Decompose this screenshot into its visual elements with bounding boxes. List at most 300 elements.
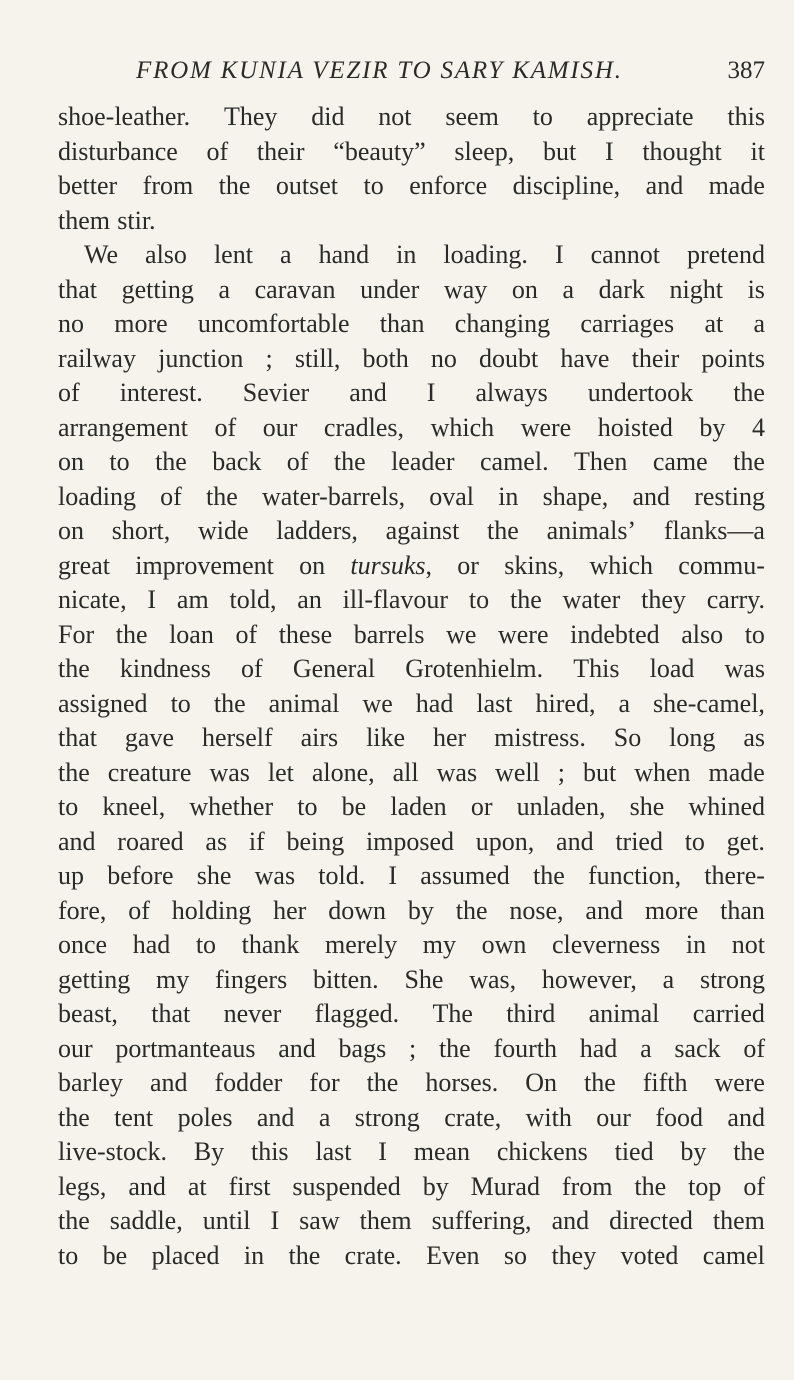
word: their (631, 343, 680, 373)
word: but (583, 757, 617, 787)
word: the (155, 447, 187, 476)
text-line (58, 997, 765, 1032)
word: cannot (590, 240, 660, 269)
word: well (495, 757, 540, 787)
word: a (218, 274, 231, 304)
word: let (267, 757, 294, 787)
word: flanks—a (663, 516, 765, 545)
word: and (556, 826, 594, 856)
word: creature (107, 757, 192, 787)
word: as (205, 826, 228, 856)
word: Sevier (242, 378, 310, 407)
word: than (720, 895, 765, 925)
word: placed (151, 1240, 220, 1270)
word: the (218, 171, 251, 200)
word: flagged. (314, 999, 400, 1028)
word: long (669, 723, 716, 752)
word: hand (318, 240, 370, 269)
word: imposed (365, 826, 455, 856)
word: wide (198, 516, 249, 545)
word: the (58, 1102, 90, 1132)
word: changing (454, 309, 551, 338)
text-line (58, 652, 765, 687)
word: to (744, 619, 765, 649)
word: getting (58, 964, 131, 994)
word: food (655, 1102, 703, 1132)
word: leader (391, 447, 455, 476)
word: an (297, 585, 322, 614)
word: ill-flavour (342, 585, 449, 614)
word-part: skins, (504, 550, 565, 580)
word: both (362, 343, 409, 373)
word: fore, (58, 895, 107, 925)
word: be (102, 1240, 128, 1270)
word: By (193, 1137, 225, 1166)
word (58, 549, 110, 584)
word: thank (241, 930, 300, 959)
word: this (250, 1137, 289, 1166)
text-line (58, 100, 765, 135)
word: of (286, 447, 309, 476)
word: She (404, 964, 444, 994)
word: told, (229, 585, 277, 614)
text-line (58, 480, 765, 515)
word: carried (692, 999, 765, 1028)
word: down (328, 895, 386, 925)
text-line (58, 1135, 765, 1170)
word: animal (588, 999, 660, 1028)
word: until (202, 1206, 251, 1235)
text-line (58, 859, 765, 894)
word: tent (114, 1102, 154, 1132)
word: to (684, 826, 705, 856)
word: I (604, 136, 614, 166)
word: had (415, 688, 454, 718)
text-line (58, 1170, 765, 1205)
body-text (58, 100, 765, 1273)
word: she (196, 861, 232, 890)
word-part: , (425, 550, 433, 580)
word: enforce (409, 171, 488, 200)
word: my (422, 930, 457, 959)
word-part: commu- (678, 550, 765, 580)
word: portmanteaus (115, 1033, 256, 1063)
running-head (58, 54, 765, 88)
word-part: which (589, 550, 654, 580)
word: arrangement (58, 412, 188, 442)
word: them (58, 205, 110, 235)
word: was (254, 861, 296, 890)
word: discipline, (512, 171, 621, 200)
word: They (223, 102, 278, 131)
word: of (128, 895, 150, 925)
word: live-stock. (58, 1137, 168, 1166)
word: to (468, 585, 490, 614)
word: had (132, 930, 171, 959)
word: appreciate (586, 102, 694, 131)
text-line (58, 1239, 765, 1274)
word: also (145, 240, 187, 269)
word: crate. (344, 1240, 402, 1270)
word: Murad (470, 1171, 540, 1201)
word: the (455, 895, 488, 925)
word: last (476, 688, 513, 718)
word: not (731, 930, 765, 959)
word: camel (702, 1240, 765, 1270)
text-line (58, 618, 765, 653)
text-line (58, 342, 765, 377)
word: points (701, 343, 765, 373)
word: legs, (58, 1171, 107, 1201)
word: get. (726, 826, 765, 856)
word: whether (189, 792, 274, 821)
word: pretend (686, 240, 765, 269)
word: a (662, 964, 675, 994)
word: fifth (642, 1068, 688, 1097)
word: short, (111, 516, 171, 545)
word: “beauty” (333, 136, 426, 166)
word: ladders, (276, 516, 358, 545)
word: on (58, 516, 84, 545)
word: in (498, 481, 519, 511)
word: is (747, 274, 765, 304)
word: chickens (496, 1137, 588, 1166)
word: disturbance (58, 136, 178, 166)
word: the (533, 861, 565, 890)
word: and (58, 826, 96, 856)
word: the (733, 447, 765, 476)
word: by (699, 412, 726, 442)
word: not (378, 102, 412, 131)
word: had (579, 1033, 618, 1063)
word: outset (275, 171, 339, 200)
word: alone, (311, 757, 375, 787)
word: to (532, 102, 553, 131)
word: told. (318, 861, 366, 890)
word: at (187, 1171, 207, 1201)
word: and (645, 171, 684, 200)
word: thought (642, 136, 722, 166)
word: poles (177, 1102, 233, 1132)
word: our (262, 412, 298, 442)
word: be (341, 792, 367, 821)
word: For (58, 619, 95, 649)
word: also (681, 619, 724, 649)
word-part: improvement (135, 550, 274, 580)
word: Grotenhielm. (405, 654, 544, 683)
word: way (443, 274, 488, 304)
word: to (195, 930, 217, 959)
page-number: 387 (727, 57, 765, 84)
word: against (385, 516, 460, 545)
word: of (58, 378, 80, 407)
word: am (176, 585, 209, 614)
word: tried (615, 826, 663, 856)
word: suspended (292, 1171, 401, 1201)
text-line (58, 825, 765, 860)
word: they (551, 1240, 597, 1270)
word (299, 549, 325, 584)
word: were (714, 1068, 765, 1097)
word: So (613, 723, 642, 752)
word: and (349, 378, 387, 407)
word: we (446, 619, 477, 649)
word: a (753, 309, 765, 338)
word: it (750, 136, 765, 166)
text-line (58, 1101, 765, 1136)
word-part: great (58, 550, 110, 580)
word: always (475, 378, 548, 407)
word: bitten. (312, 964, 379, 994)
word: seem (445, 102, 499, 131)
word: strong (354, 1102, 420, 1132)
word: ; (408, 1033, 417, 1063)
word: we (362, 688, 393, 718)
word: carriages (580, 309, 675, 338)
word: herself (201, 723, 273, 752)
word: however, (541, 964, 637, 994)
word: I (426, 378, 436, 407)
text-line (58, 928, 765, 963)
word: saw (299, 1206, 340, 1235)
word: caravan (254, 274, 336, 304)
word: mistress. (494, 723, 586, 752)
word: were (497, 619, 549, 649)
word: she (629, 792, 665, 821)
word: laden (390, 792, 447, 821)
word: a (618, 688, 631, 718)
word: camel. (480, 447, 549, 476)
text-line (58, 445, 765, 480)
word: the (366, 1068, 399, 1097)
word: fingers (214, 964, 288, 994)
word: our (58, 1033, 93, 1063)
word: came (652, 447, 708, 476)
word: uncomfortable (197, 309, 350, 338)
word: of (214, 412, 237, 442)
word: fodder (214, 1068, 283, 1097)
text-line (58, 583, 765, 618)
word: assigned (58, 688, 148, 718)
word: carry. (706, 585, 765, 614)
word: dark (598, 274, 645, 304)
word: to (58, 1240, 79, 1270)
word: before (107, 861, 174, 890)
word: there- (704, 861, 765, 890)
word: We (84, 240, 118, 269)
word: water-barrels, (261, 481, 406, 511)
word: from (561, 1171, 613, 1201)
word: when (634, 757, 691, 787)
word: at (704, 309, 724, 338)
word: them (359, 1206, 412, 1235)
word: to (363, 171, 384, 200)
word: on (58, 447, 84, 476)
word: and (551, 1206, 590, 1235)
word: their (256, 136, 305, 166)
word: the (634, 1171, 667, 1201)
word: which (430, 412, 495, 442)
word: stir. (117, 205, 156, 235)
word: in (685, 930, 707, 959)
word: from (142, 171, 194, 200)
word: no (430, 343, 457, 373)
word: directed (609, 1206, 693, 1235)
word: to (297, 792, 318, 821)
word: if (248, 826, 265, 856)
word: nicate, (58, 585, 127, 614)
word: made (708, 757, 765, 787)
word: of (743, 1171, 765, 1201)
word: nose, (509, 895, 564, 925)
word: to (170, 688, 191, 718)
word: mean (413, 1137, 471, 1166)
word: of (160, 481, 182, 511)
word: as (743, 723, 765, 752)
word: with (525, 1102, 572, 1132)
text-line (58, 549, 765, 584)
word: oval (429, 481, 475, 511)
word: and (256, 1102, 295, 1132)
text-line (58, 1066, 765, 1101)
word: sleep, (454, 136, 515, 166)
word: the (509, 585, 542, 614)
text-line (58, 204, 765, 239)
word: function, (587, 861, 682, 890)
word: of (235, 619, 258, 649)
word: On (525, 1068, 557, 1097)
text-line (58, 238, 765, 273)
word: was (724, 654, 765, 683)
word: last (315, 1137, 352, 1166)
word: a (562, 274, 575, 304)
word: a (279, 240, 292, 269)
word: like (366, 723, 406, 752)
word: made (708, 171, 765, 200)
text-line (58, 273, 765, 308)
word: still, (294, 343, 341, 373)
word: whined (688, 792, 765, 821)
word: loading (58, 481, 136, 511)
word: this (727, 102, 765, 131)
word: in (396, 240, 417, 269)
word: unladen, (516, 792, 606, 821)
word: merely (325, 930, 398, 959)
word: barley (58, 1068, 123, 1097)
text-line (58, 135, 765, 170)
word: voted (620, 1240, 679, 1270)
text-line (58, 1204, 765, 1239)
word: strong (699, 964, 765, 994)
word: to (58, 792, 79, 821)
word: This (573, 654, 620, 683)
word: kindness (119, 654, 211, 683)
word: crate, (444, 1102, 502, 1132)
word: getting (121, 274, 194, 304)
word: by (680, 1137, 707, 1166)
word: a (318, 1102, 331, 1132)
word: to (109, 447, 130, 476)
word: the (733, 1137, 765, 1166)
word: horses. (425, 1068, 499, 1097)
word: beast, (58, 999, 118, 1028)
word: I (270, 1206, 280, 1235)
word: General (292, 654, 376, 683)
word: her (433, 723, 467, 752)
text-line (58, 894, 765, 929)
word: junction (158, 343, 244, 373)
text-line (58, 514, 765, 549)
word: and (632, 481, 671, 511)
word: up (58, 861, 84, 890)
word-part: on (299, 550, 326, 580)
word-part: or (457, 550, 479, 580)
word: cleverness (552, 930, 661, 959)
word: that (58, 723, 97, 752)
word: than (379, 309, 425, 338)
word: the (115, 619, 148, 649)
word: the (206, 481, 238, 511)
word: shape, (542, 481, 609, 511)
word: by (422, 1171, 449, 1201)
word (135, 549, 274, 584)
word: animals’ (546, 516, 637, 545)
word: our (596, 1102, 631, 1132)
word: undertook (587, 378, 694, 407)
text-line (58, 687, 765, 722)
word: saddle, (109, 1206, 183, 1235)
word: was (436, 757, 478, 787)
word: lent (213, 240, 253, 269)
word: shoe-leather. (58, 102, 191, 131)
text-line (58, 169, 765, 204)
word: or (470, 792, 493, 821)
word: the (288, 1240, 321, 1270)
word: for (309, 1068, 340, 1097)
word: by (407, 895, 434, 925)
text-line (58, 376, 765, 411)
word: hired, (535, 688, 596, 718)
word: being (286, 826, 345, 856)
word: I (554, 240, 564, 269)
word: tied (614, 1137, 654, 1166)
word: were (520, 412, 572, 442)
text-line (58, 963, 765, 998)
text-line (58, 790, 765, 825)
word: fourth (493, 1033, 558, 1063)
word: my (155, 964, 190, 994)
word: I (388, 861, 398, 890)
running-title: FROM KUNIA VEZIR TO SARY KAMISH. (136, 57, 623, 84)
word: third (506, 999, 556, 1028)
word: better (58, 171, 118, 200)
word: Even (426, 1240, 480, 1270)
word: back (212, 447, 262, 476)
word: her (273, 895, 307, 925)
word: load (649, 654, 695, 683)
word (350, 549, 432, 584)
word: kneel, (102, 792, 166, 821)
word: loading. (443, 240, 528, 269)
word: suffering, (431, 1206, 532, 1235)
word: bags (338, 1033, 387, 1063)
word: was, (469, 964, 517, 994)
word: the (487, 516, 519, 545)
word (504, 549, 564, 584)
word: I (147, 585, 157, 614)
word: once (58, 930, 108, 959)
word: own (481, 930, 527, 959)
